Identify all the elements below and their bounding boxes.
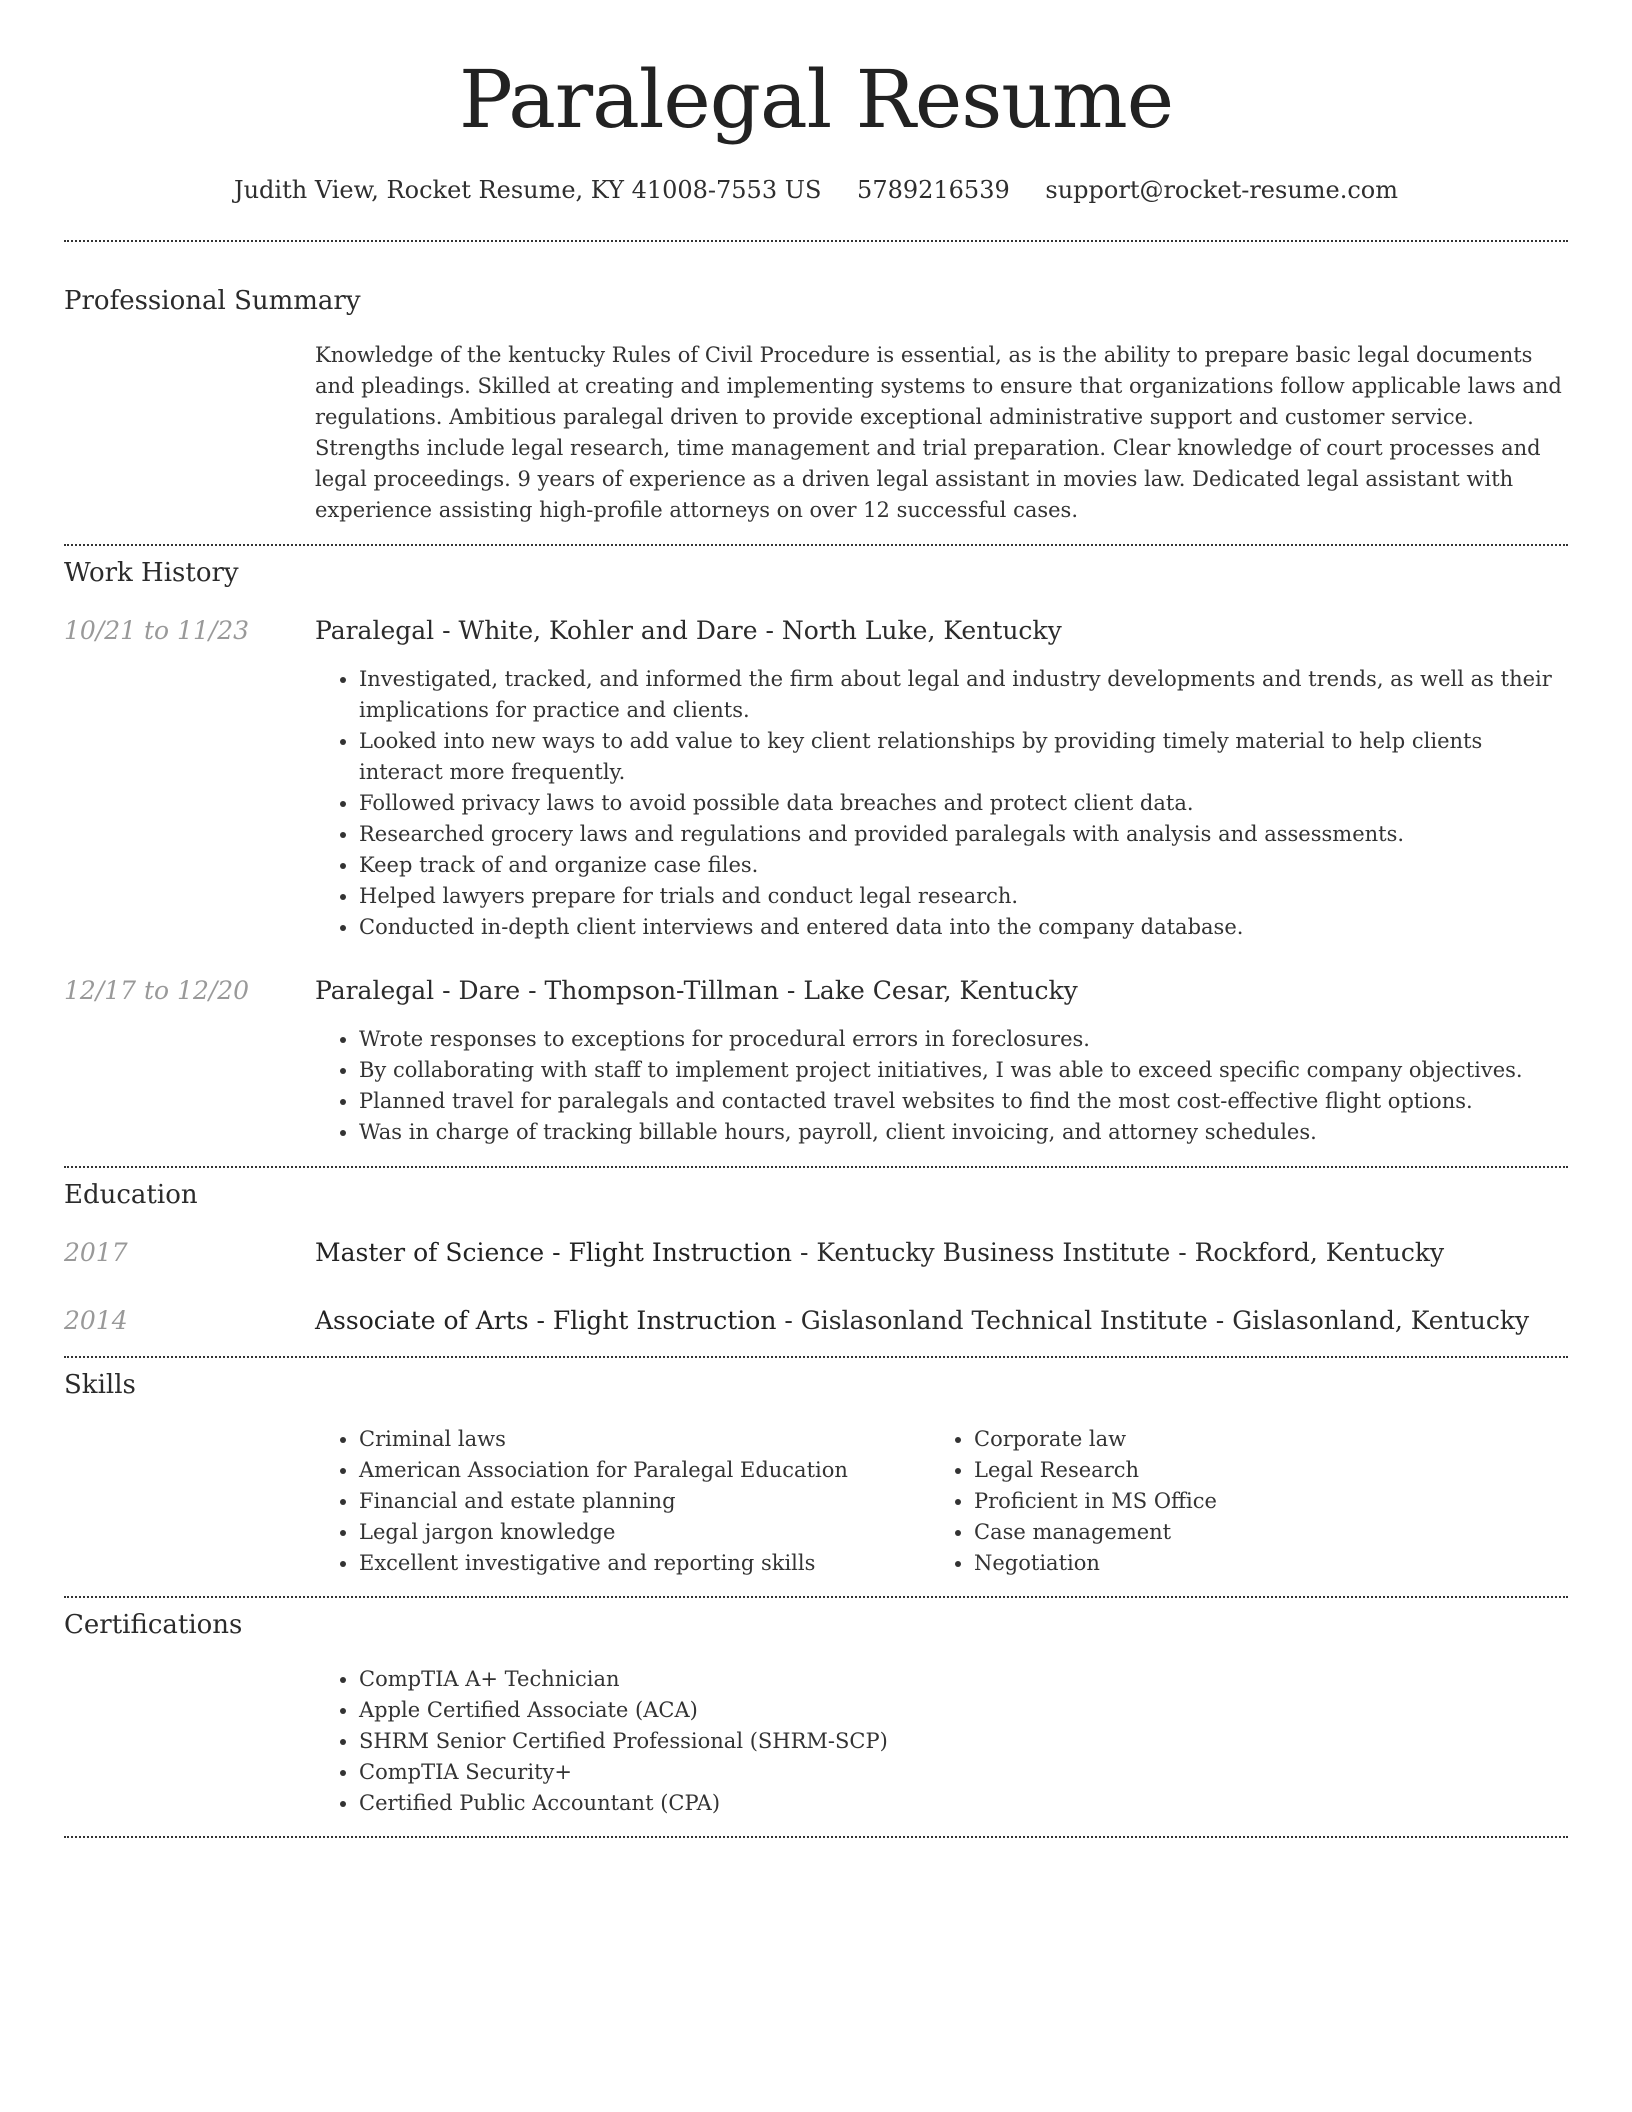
certification-item: • CompTIA A+ Technician — [359, 1664, 1568, 1695]
job-bullet: • Planned travel for paralegals and contacted travel websites to find the most cost-effective flight options. — [359, 1086, 1568, 1117]
job-bullet: • Conducted in-depth client interviews and entered data into the company database. — [359, 912, 1568, 943]
education-heading: Education — [64, 1180, 198, 1210]
skill-item: • Negotiation — [974, 1548, 1530, 1579]
certifications-list — [315, 1664, 1568, 1819]
education-school: - Gislasonland Technical Institute - Gislasonland, Kentucky — [776, 1306, 1530, 1335]
contact-address: Judith View, Rocket Resume, KY 41008-7553 US — [233, 176, 822, 204]
skill-item: • Legal Research — [974, 1455, 1530, 1486]
education-degree: Associate of Arts - Flight Instruction — [315, 1306, 777, 1335]
skill-item: • Corporate law — [974, 1424, 1530, 1455]
job-dates: 12/17 to 12/20 — [64, 976, 250, 1005]
education-entry — [315, 1304, 1529, 1338]
job-bullet: • Was in charge of tracking billable hours, payroll, client invoicing, and attorney schedules. — [359, 1117, 1568, 1148]
section-divider — [64, 1356, 1568, 1358]
education-school: - Kentucky Business Institute - Rockford, Kentucky — [792, 1238, 1445, 1267]
education-year: 2014 — [64, 1306, 128, 1335]
work-heading: Work History — [64, 558, 239, 588]
summary-body — [315, 340, 1568, 526]
resume-title: Paralegal Resume — [458, 53, 1174, 146]
job-dates: 10/21 to 11/23 — [64, 616, 250, 645]
job-bullet: • Helped lawyers prepare for trials and conduct legal research. — [359, 881, 1568, 912]
job-bullet: • Keep track of and organize case files. — [359, 850, 1568, 881]
skills-list-left — [315, 1424, 930, 1579]
skill-item: • Case management — [974, 1517, 1530, 1548]
job-title: Paralegal - Dare - Thompson-Tillman - Lake Cesar, Kentucky — [315, 976, 1078, 1005]
section-divider — [64, 1596, 1568, 1598]
skills-list-right — [930, 1424, 1530, 1579]
contact-phone: 5789216539 — [857, 176, 1010, 204]
contact-email: support@rocket-resume.com — [1045, 176, 1399, 204]
summary-text: Knowledge of the kentucky Rules of Civil Procedure is essential, as is the ability to prepare basic legal documents and pleadings. Skilled at creating and implementing systems to ensure that organizations follow applicable laws and regulations. Ambitious paralegal driven to provide exceptional administrative support and customer service. Strengths include legal research, time management and trial preparation. Clear knowledge of court processes and legal proceedings. 9 years of experience as a driven legal assistant in movies law. Dedicated legal assistant with experience assisting high-profile attorneys on over 12 successful cases. — [315, 343, 1562, 522]
job-bullet: • By collaborating with staff to implement project initiatives, I was able to exceed specific company objectives. — [359, 1055, 1568, 1086]
job-bullet: • Looked into new ways to add value to key client relationships by providing timely material to help clients interact more frequently. — [359, 726, 1568, 788]
skill-item: • Proficient in MS Office — [974, 1486, 1530, 1517]
education-degree: Master of Science - Flight Instruction — [315, 1238, 793, 1267]
summary-heading: Professional Summary — [64, 286, 361, 316]
education-year: 2017 — [64, 1238, 128, 1267]
certification-item: • SHRM Senior Certified Professional (SHRM-SCP) — [359, 1726, 1568, 1757]
certification-item: • CompTIA Security+ — [359, 1757, 1568, 1788]
skill-item: • Criminal laws — [359, 1424, 930, 1455]
skill-item: • Excellent investigative and reporting skills — [359, 1548, 930, 1579]
job-bullets — [315, 664, 1568, 943]
skill-item: • American Association for Paralegal Education — [359, 1455, 930, 1486]
certification-item: • Apple Certified Associate (ACA) — [359, 1695, 1568, 1726]
certification-item: • Certified Public Accountant (CPA) — [359, 1788, 1568, 1819]
skills-heading: Skills — [64, 1370, 136, 1400]
section-divider — [64, 544, 1568, 546]
certifications-heading: Certifications — [64, 1610, 243, 1640]
job-bullet: • Wrote responses to exceptions for procedural errors in foreclosures. — [359, 1024, 1568, 1055]
job-bullet: • Followed privacy laws to avoid possible data breaches and protect client data. — [359, 788, 1568, 819]
job-bullets — [315, 1024, 1568, 1148]
section-divider — [64, 1836, 1568, 1838]
job-title: Paralegal - White, Kohler and Dare - North Luke, Kentucky — [315, 616, 1062, 645]
education-entry — [315, 1236, 1444, 1270]
section-divider — [64, 240, 1568, 242]
skill-item: • Legal jargon knowledge — [359, 1517, 930, 1548]
job-bullet: • Researched grocery laws and regulations and provided paralegals with analysis and assessments. — [359, 819, 1568, 850]
skill-item: • Financial and estate planning — [359, 1486, 930, 1517]
contact-line — [64, 170, 1568, 210]
section-divider — [64, 1166, 1568, 1168]
job-bullet: • Investigated, tracked, and informed the firm about legal and industry developments and trends, as well as their implications for practice and clients. — [359, 664, 1568, 726]
